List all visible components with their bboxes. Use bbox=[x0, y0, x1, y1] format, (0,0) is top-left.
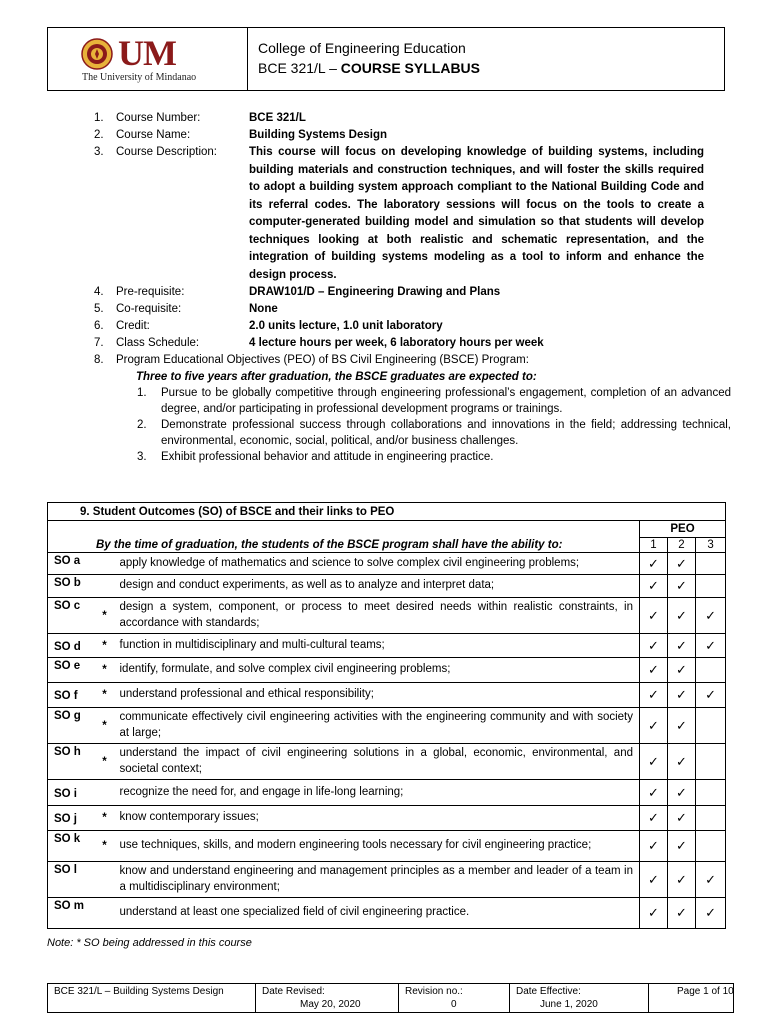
info-row-course-number bbox=[94, 110, 704, 127]
peo-number: 2. bbox=[137, 419, 147, 431]
so-addressed-marker: * bbox=[94, 806, 116, 831]
table-row bbox=[48, 598, 726, 634]
peo-2-cell bbox=[668, 780, 696, 806]
peo-1-cell bbox=[640, 683, 668, 708]
peo-2-cell bbox=[668, 806, 696, 831]
peo-text: Pursue to be globally competitive through engineering professional’s engagement, completion of an advanced degree, and/or participating in professional development programs or trainings. bbox=[161, 387, 731, 415]
peo-1-cell bbox=[640, 806, 668, 831]
peo-heading-text: Program Educational Objectives (PEO) of BS Civil Engineering (BSCE) Program: bbox=[116, 354, 529, 366]
table-row bbox=[48, 744, 726, 780]
table-row bbox=[48, 862, 726, 898]
footer-revision-value: 0 bbox=[451, 999, 457, 1010]
college-name: College of Engineering Education bbox=[258, 40, 466, 56]
so-description: know contemporary issues; bbox=[116, 806, 640, 831]
so-description: function in multidisciplinary and multi-cultural teams; bbox=[116, 634, 640, 658]
checkmark-icon: ✓ bbox=[705, 637, 716, 653]
so-addressed-marker bbox=[94, 575, 116, 598]
info-row-corequisite bbox=[94, 301, 704, 318]
footer-course bbox=[48, 984, 256, 1012]
table-row bbox=[48, 780, 726, 806]
peo-1-cell bbox=[640, 862, 668, 898]
so-description: design and conduct experiments, as well as to analyze and interpret data; bbox=[116, 575, 640, 598]
so-id: SO m bbox=[48, 898, 94, 929]
so-id: SO i bbox=[48, 780, 94, 806]
course-prefix: BCE 321/L – bbox=[258, 60, 341, 76]
student-outcomes-table bbox=[47, 502, 726, 929]
footnote: Note: * SO being addressed in this course bbox=[47, 937, 252, 949]
peo-col-1: 1 bbox=[640, 538, 668, 553]
so-addressed-marker: * bbox=[94, 683, 116, 708]
peo-3-cell bbox=[696, 898, 726, 929]
peo-2-cell bbox=[668, 658, 696, 683]
peo-3-cell bbox=[696, 831, 726, 862]
info-row-prerequisite bbox=[94, 284, 704, 301]
so-description: know and understand engineering and management principles as a member and leader of a team in a multidisciplinary environment; bbox=[116, 862, 640, 898]
list-item bbox=[137, 417, 731, 449]
table-row bbox=[48, 683, 726, 708]
so-id: SO l bbox=[48, 862, 94, 898]
so-description: recognize the need for, and engage in life-long learning; bbox=[116, 780, 640, 806]
info-row-credit bbox=[94, 318, 704, 335]
so-id: SO a bbox=[48, 553, 94, 575]
so-description: understand at least one specialized field of civil engineering practice. bbox=[116, 898, 640, 929]
checkmark-icon: ✓ bbox=[648, 687, 659, 702]
checkmark-icon: ✓ bbox=[676, 607, 687, 623]
checkmark-icon: ✓ bbox=[705, 607, 716, 623]
so-addressed-marker bbox=[94, 862, 116, 898]
checkmark-icon: ✓ bbox=[648, 555, 659, 571]
so-addressed-marker bbox=[94, 780, 116, 806]
so-id: SO d bbox=[48, 634, 94, 658]
so-addressed-marker: * bbox=[94, 744, 116, 780]
checkmark-icon: ✓ bbox=[648, 838, 659, 853]
peo-1-cell bbox=[640, 744, 668, 780]
peo-2-cell bbox=[668, 831, 696, 862]
peo-text: Exhibit professional behavior and attitude in engineering practice. bbox=[161, 451, 494, 463]
syllabus-label: COURSE SYLLABUS bbox=[340, 60, 480, 76]
footer-revised-label: Date Revised: bbox=[262, 986, 325, 997]
checkmark-icon: ✓ bbox=[705, 905, 716, 920]
peo-3-cell bbox=[696, 806, 726, 831]
info-row-class-schedule bbox=[94, 335, 704, 352]
so-description: identify, formulate, and solve complex civil engineering problems; bbox=[116, 658, 640, 683]
info-value: BCE 321/L bbox=[249, 112, 306, 124]
info-label: Class Schedule: bbox=[116, 337, 200, 349]
info-value: DRAW101/D – Engineering Drawing and Plans bbox=[249, 286, 501, 298]
info-label: Course Name: bbox=[116, 129, 191, 141]
peo-list bbox=[94, 385, 731, 465]
peo-header-row bbox=[48, 521, 726, 538]
checkmark-icon: ✓ bbox=[676, 637, 687, 653]
info-number: 1. bbox=[94, 112, 104, 124]
so-id: SO e bbox=[48, 658, 94, 683]
info-number: 6. bbox=[94, 320, 104, 332]
so-id: SO c bbox=[48, 598, 94, 634]
peo-1-cell bbox=[640, 708, 668, 744]
so-addressed-marker bbox=[94, 553, 116, 575]
info-number: 8. bbox=[94, 354, 104, 366]
info-row-course-name bbox=[94, 127, 704, 144]
peo-number: 1. bbox=[137, 387, 147, 399]
so-description: use techniques, skills, and modern engineering tools necessary for civil engineering practice; bbox=[116, 831, 640, 862]
peo-3-cell bbox=[696, 683, 726, 708]
info-number: 7. bbox=[94, 337, 104, 349]
info-label: Pre-requisite: bbox=[116, 286, 185, 298]
checkmark-icon: ✓ bbox=[648, 871, 659, 887]
peo-2-cell bbox=[668, 708, 696, 744]
checkmark-icon: ✓ bbox=[676, 555, 687, 571]
footer-date-effective bbox=[510, 984, 649, 1012]
footer-revision-label: Revision no.: bbox=[405, 986, 463, 997]
so-id: SO g bbox=[48, 708, 94, 744]
table-row bbox=[48, 708, 726, 744]
peo-1-cell bbox=[640, 831, 668, 862]
checkmark-icon: ✓ bbox=[676, 871, 687, 887]
course-info bbox=[94, 110, 731, 465]
course-title bbox=[258, 58, 724, 78]
peo-intro: Three to five years after graduation, the BSCE graduates are expected to: bbox=[136, 371, 537, 383]
document-footer bbox=[47, 983, 734, 1013]
checkmark-icon: ✓ bbox=[676, 784, 687, 800]
checkmark-icon: ✓ bbox=[648, 753, 659, 769]
info-number: 2. bbox=[94, 129, 104, 141]
info-value: Building Systems Design bbox=[249, 129, 388, 141]
peo-1-cell bbox=[640, 575, 668, 598]
peo-3-cell bbox=[696, 862, 726, 898]
checkmark-icon: ✓ bbox=[676, 662, 687, 677]
info-number: 4. bbox=[94, 286, 104, 298]
peo-3-cell bbox=[696, 634, 726, 658]
so-addressed-marker: * bbox=[94, 598, 116, 634]
info-value: 4 lecture hours per week, 6 laboratory hours per week bbox=[249, 337, 544, 349]
table-row bbox=[48, 898, 726, 929]
peo-1-cell bbox=[640, 898, 668, 929]
checkmark-icon: ✓ bbox=[676, 687, 687, 702]
info-value: 2.0 units lecture, 1.0 unit laboratory bbox=[249, 320, 443, 332]
header-title bbox=[248, 28, 724, 90]
peo-2-cell bbox=[668, 575, 696, 598]
peo-2-cell bbox=[668, 744, 696, 780]
info-label: Co-requisite: bbox=[116, 303, 182, 315]
checkmark-icon: ✓ bbox=[648, 784, 659, 800]
info-value: None bbox=[249, 303, 278, 315]
peo-col-2: 2 bbox=[668, 538, 696, 553]
peo-2-cell bbox=[668, 598, 696, 634]
peo-1-cell bbox=[640, 658, 668, 683]
table-title-row bbox=[48, 503, 726, 521]
so-description: design a system, component, or process to meet desired needs within realistic constraints, in accordance with standards; bbox=[116, 598, 640, 634]
info-number: 3. bbox=[94, 146, 104, 158]
so-table-title: 9. Student Outcomes (SO) of BSCE and their links to PEO bbox=[48, 503, 726, 521]
checkmark-icon: ✓ bbox=[648, 905, 659, 920]
peo-text: Demonstrate professional success through collaborations and innovations in the field; addressing technical, environmental, economic, social, political, and/or business challenges. bbox=[161, 419, 731, 447]
table-row bbox=[48, 553, 726, 575]
university-seal-icon bbox=[81, 38, 113, 70]
checkmark-icon: ✓ bbox=[648, 810, 659, 825]
peo-heading bbox=[94, 352, 704, 369]
so-description: understand professional and ethical responsibility; bbox=[116, 683, 640, 708]
so-lead-text: By the time of graduation, the students of the BSCE program shall have the ability to: bbox=[48, 521, 640, 553]
peo-col-3: 3 bbox=[696, 538, 726, 553]
page-number: Page 1 of 10 bbox=[677, 986, 734, 997]
peo-2-cell bbox=[668, 862, 696, 898]
table-row bbox=[48, 831, 726, 862]
table-row bbox=[48, 575, 726, 598]
list-item bbox=[137, 449, 731, 465]
info-row-course-description bbox=[94, 144, 704, 284]
checkmark-icon: ✓ bbox=[676, 578, 687, 593]
checkmark-icon: ✓ bbox=[676, 717, 687, 733]
footer-revision bbox=[399, 984, 510, 1012]
peo-3-cell bbox=[696, 553, 726, 575]
so-addressed-marker: * bbox=[94, 708, 116, 744]
info-value: This course will focus on developing knowledge of building systems, including building materials and construction techniques, and will foster the skills required to adopt a building system approach compliant to the National Building Code and its referral codes. The laboratory sessions will focus on the tools to create a computer-generated building model and simulation so that students will develop techniques looking at both realistic and schematic representation, and the integration of building systems modeling as a tool to inform and enhance the design process. bbox=[249, 146, 704, 281]
peo-2-cell bbox=[668, 683, 696, 708]
peo-2-cell bbox=[668, 634, 696, 658]
checkmark-icon: ✓ bbox=[676, 905, 687, 920]
logo-subtitle: The University of Mindanao bbox=[82, 72, 197, 83]
footer-page bbox=[649, 984, 733, 1012]
so-id: SO h bbox=[48, 744, 94, 780]
checkmark-icon: ✓ bbox=[705, 687, 716, 702]
checkmark-icon: ✓ bbox=[648, 662, 659, 677]
list-item bbox=[137, 385, 731, 417]
peo-3-cell bbox=[696, 708, 726, 744]
info-label: Course Description: bbox=[116, 146, 217, 158]
checkmark-icon: ✓ bbox=[676, 838, 687, 853]
so-addressed-marker: * bbox=[94, 634, 116, 658]
peo-1-cell bbox=[640, 598, 668, 634]
peo-3-cell bbox=[696, 575, 726, 598]
so-description: apply knowledge of mathematics and science to solve complex civil engineering problems; bbox=[116, 553, 640, 575]
table-row bbox=[48, 634, 726, 658]
peo-3-cell bbox=[696, 780, 726, 806]
info-label: Course Number: bbox=[116, 112, 201, 124]
peo-3-cell bbox=[696, 744, 726, 780]
checkmark-icon: ✓ bbox=[705, 871, 716, 887]
document-header bbox=[47, 27, 725, 91]
checkmark-icon: ✓ bbox=[676, 810, 687, 825]
peo-1-cell bbox=[640, 553, 668, 575]
checkmark-icon: ✓ bbox=[648, 607, 659, 623]
footer-effective-value: June 1, 2020 bbox=[540, 999, 598, 1010]
peo-3-cell bbox=[696, 658, 726, 683]
checkmark-icon: ✓ bbox=[676, 753, 687, 769]
so-id: SO j bbox=[48, 806, 94, 831]
so-addressed-marker bbox=[94, 898, 116, 929]
peo-1-cell bbox=[640, 634, 668, 658]
logo-text: UM bbox=[118, 33, 176, 73]
peo-3-cell bbox=[696, 598, 726, 634]
logo bbox=[48, 28, 248, 90]
peo-2-cell bbox=[668, 898, 696, 929]
so-id: SO k bbox=[48, 831, 94, 862]
so-addressed-marker: * bbox=[94, 831, 116, 862]
checkmark-icon: ✓ bbox=[648, 717, 659, 733]
info-label: Credit: bbox=[116, 320, 150, 332]
table-row bbox=[48, 806, 726, 831]
footer-date-revised bbox=[256, 984, 399, 1012]
so-description: understand the impact of civil engineering solutions in a global, economic, environmental, and societal context; bbox=[116, 744, 640, 780]
so-description: communicate effectively civil engineering activities with the engineering community and with society at large; bbox=[116, 708, 640, 744]
so-id: SO b bbox=[48, 575, 94, 598]
peo-2-cell bbox=[668, 553, 696, 575]
footer-course-text: BCE 321/L – Building Systems Design bbox=[54, 986, 224, 997]
footer-revised-value: May 20, 2020 bbox=[300, 999, 361, 1010]
table-row bbox=[48, 658, 726, 683]
info-number: 5. bbox=[94, 303, 104, 315]
so-id: SO f bbox=[48, 683, 94, 708]
so-addressed-marker: * bbox=[94, 658, 116, 683]
peo-1-cell bbox=[640, 780, 668, 806]
peo-number: 3. bbox=[137, 451, 147, 463]
footer-effective-label: Date Effective: bbox=[516, 986, 581, 997]
peo-column-header: PEO bbox=[640, 521, 726, 538]
checkmark-icon: ✓ bbox=[648, 578, 659, 593]
checkmark-icon: ✓ bbox=[648, 637, 659, 653]
